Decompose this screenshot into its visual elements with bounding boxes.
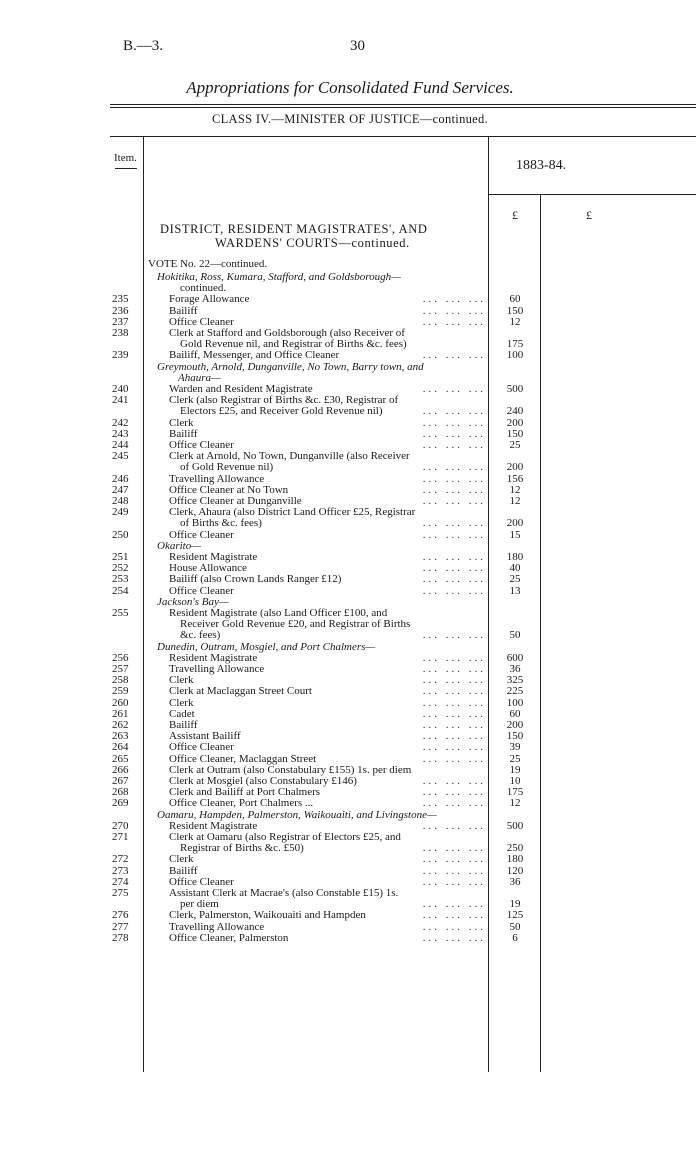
page-number: 30: [350, 38, 365, 54]
leader-dots: ... ... ...: [422, 674, 486, 686]
leader-dots: ... ... ...: [422, 898, 486, 910]
page-subtitle: Appropriations for Consolidated Fund Services.: [186, 78, 514, 97]
item-number: 235: [112, 293, 129, 305]
leader-dots: ... ... ...: [422, 652, 486, 664]
item-amount: 150: [506, 428, 524, 440]
item-number: 265: [112, 753, 129, 765]
item-number: 262: [112, 719, 129, 731]
vote-heading: VOTE No. 22—continued.: [148, 258, 268, 270]
year-underline: [488, 194, 696, 195]
leader-dots: ... ... ...: [422, 719, 486, 731]
leader-dots: ... ... ...: [422, 685, 486, 697]
item-number: 246: [112, 473, 129, 485]
leader-dots: ... ... ...: [422, 876, 486, 888]
table-row: [0, 629, 700, 641]
item-amount: 120: [506, 865, 524, 877]
item-number: 255: [112, 607, 129, 619]
leader-dots: ... ... ...: [422, 461, 486, 473]
item-number: 267: [112, 775, 129, 787]
item-number: 254: [112, 585, 129, 597]
leader-dots: ... ... ...: [422, 853, 486, 865]
item-description: Clerk at Stafford and Goldsborough (also Receiver of: [169, 327, 405, 339]
item-amount: 325: [506, 674, 524, 686]
item-amount: 240: [506, 405, 524, 417]
item-amount: 12: [509, 797, 521, 809]
leader-dots: ... ... ...: [422, 697, 486, 709]
item-amount: 50: [509, 921, 521, 933]
item-number: 264: [112, 741, 129, 753]
table-row: [0, 461, 700, 473]
item-number: 237: [112, 316, 129, 328]
item-description: per diem: [180, 898, 219, 910]
item-amount: 150: [506, 730, 524, 742]
item-number: 260: [112, 697, 129, 709]
item-description: Office Cleaner: [169, 529, 234, 541]
leader-dots: ... ... ...: [422, 909, 486, 921]
item-amount: 225: [506, 685, 524, 697]
item-amount: 15: [509, 529, 521, 541]
item-number: 240: [112, 383, 129, 395]
leader-dots: ... ... ...: [422, 797, 486, 809]
item-amount: 500: [506, 820, 524, 832]
item-number: 251: [112, 551, 129, 563]
item-description: Travelling Allowance: [169, 473, 265, 485]
item-number: 245: [112, 450, 129, 462]
item-amount: 100: [506, 697, 524, 709]
item-description: Office Cleaner: [169, 741, 234, 753]
item-amount: 600: [506, 652, 524, 664]
item-description: Clerk: [169, 674, 194, 686]
item-amount: 19: [509, 898, 521, 910]
leader-dots: ... ... ...: [422, 865, 486, 877]
table-row: [0, 405, 700, 417]
item-amount: 13: [509, 585, 521, 597]
leader-dots: ... ... ...: [422, 842, 486, 854]
item-amount: 25: [509, 573, 521, 585]
leader-dots: ... ... ...: [422, 305, 486, 317]
item-description: Clerk at Maclaggan Street Court: [169, 685, 312, 697]
district-subheading: Okarito—: [157, 540, 201, 552]
item-description: Clerk, Ahaura (also District Land Officer £25, Registrar: [169, 506, 416, 518]
item-amount: 180: [506, 551, 524, 563]
item-number: 236: [112, 305, 129, 317]
item-number: 241: [112, 394, 129, 406]
item-amount: 25: [509, 439, 521, 451]
table-row: [0, 585, 700, 597]
item-amount: 200: [506, 517, 524, 529]
item-description: House Allowance: [169, 562, 247, 574]
item-description: Bailiff: [169, 865, 198, 877]
table-row: [0, 573, 700, 585]
leader-dots: ... ... ...: [422, 562, 486, 574]
item-number: 263: [112, 730, 129, 742]
item-amount: 12: [509, 316, 521, 328]
leader-dots: ... ... ...: [422, 932, 486, 944]
item-number: 261: [112, 708, 129, 720]
leader-dots: ... ... ...: [422, 349, 486, 361]
leader-dots: ... ... ...: [422, 293, 486, 305]
item-amount: 150: [506, 305, 524, 317]
item-amount: 175: [506, 786, 524, 798]
item-description: Electors £25, and Receiver Gold Revenue nil): [180, 405, 383, 417]
leader-dots: ... ... ...: [422, 484, 486, 496]
table-row: [0, 797, 700, 809]
item-description: Clerk at Outram (also Constabulary £155) 1s. per diem: [169, 764, 412, 776]
pound-header-2: £: [586, 208, 592, 222]
district-subheading: Jackson's Bay—: [157, 596, 229, 608]
item-description: Clerk at Mosgiel (also Constabulary £146): [169, 775, 357, 787]
leader-dots: ... ... ...: [422, 753, 486, 765]
item-description: Office Cleaner: [169, 876, 234, 888]
leader-dots: ... ... ...: [422, 573, 486, 585]
item-description: &c. fees): [180, 629, 221, 641]
district-subheading: Greymouth, Arnold, Dunganville, No Town, Barry town, and: [157, 361, 424, 373]
item-number: 253: [112, 573, 129, 585]
leader-dots: ... ... ...: [422, 708, 486, 720]
item-number: 243: [112, 428, 129, 440]
leader-dots: ... ... ...: [422, 529, 486, 541]
leader-dots: ... ... ...: [422, 517, 486, 529]
item-description: Clerk at Arnold, No Town, Dunganville (also Receiver: [169, 450, 410, 462]
section-title-cont: WARDENS' COURTS—continued.: [215, 236, 410, 250]
item-number: 247: [112, 484, 129, 496]
header-rule-top: [110, 104, 696, 105]
table-row: [0, 529, 700, 541]
item-description: Clerk: [169, 853, 194, 865]
leader-dots: ... ... ...: [422, 730, 486, 742]
item-amount: 200: [506, 719, 524, 731]
table-top-rule: [110, 136, 696, 137]
item-amount: 6: [512, 932, 518, 944]
leader-dots: ... ... ...: [422, 439, 486, 451]
item-description: of Gold Revenue nil): [180, 461, 274, 473]
table-row: [0, 293, 700, 305]
item-number: 275: [112, 887, 129, 899]
year-header: 1883-84.: [516, 158, 567, 173]
item-amount: 10: [509, 775, 521, 787]
item-amount: 156: [506, 473, 524, 485]
item-description: of Births &c. fees): [180, 517, 262, 529]
district-subheading: Dunedin, Outram, Mosgiel, and Port Chalmers—: [157, 641, 376, 653]
item-number: 273: [112, 865, 129, 877]
item-description: Office Cleaner: [169, 316, 234, 328]
page-ref: B.—3.: [123, 38, 164, 54]
item-description: Bailiff: [169, 719, 198, 731]
item-description: Resident Magistrate: [169, 551, 258, 563]
item-number: 278: [112, 932, 129, 944]
item-amount: 180: [506, 853, 524, 865]
item-amount: 60: [509, 708, 521, 720]
item-description: Clerk: [169, 697, 194, 709]
header-rule-top2: [110, 107, 696, 108]
item-description: Office Cleaner at No Town: [169, 484, 289, 496]
leader-dots: ... ... ...: [422, 428, 486, 440]
item-amount: 50: [509, 629, 521, 641]
item-description: Office Cleaner: [169, 585, 234, 597]
item-amount: 25: [509, 753, 521, 765]
item-number: 271: [112, 831, 129, 843]
leader-dots: ... ... ...: [422, 629, 486, 641]
item-number: 277: [112, 921, 129, 933]
item-description: Office Cleaner: [169, 439, 234, 451]
item-description: Bailiff (also Crown Lands Ranger £12): [169, 573, 342, 585]
item-description: Clerk, Palmerston, Waikouaiti and Hampden: [169, 909, 366, 921]
item-description: Travelling Allowance: [169, 921, 265, 933]
item-number: 269: [112, 797, 129, 809]
item-description: Cadet: [169, 708, 195, 720]
leader-dots: ... ... ...: [422, 786, 486, 798]
table-row: [0, 909, 700, 921]
leader-dots: ... ... ...: [422, 316, 486, 328]
item-number: 258: [112, 674, 129, 686]
item-number: 270: [112, 820, 129, 832]
item-description: Forage Allowance: [169, 293, 250, 305]
item-number: 276: [112, 909, 129, 921]
leader-dots: ... ... ...: [422, 585, 486, 597]
item-description: Office Cleaner, Palmerston: [169, 932, 289, 944]
item-number: 249: [112, 506, 129, 518]
item-number: 272: [112, 853, 129, 865]
leader-dots: ... ... ...: [422, 551, 486, 563]
item-description: Assistant Clerk at Macrae's (also Constable £15) 1s.: [169, 887, 399, 899]
leader-dots: ... ... ...: [422, 405, 486, 417]
item-number: 242: [112, 417, 129, 429]
item-amount: 19: [509, 764, 521, 776]
item-description: Bailiff: [169, 305, 198, 317]
table-row: [0, 349, 700, 361]
table-row: [0, 853, 700, 865]
item-description: Resident Magistrate: [169, 652, 258, 664]
item-number: 250: [112, 529, 129, 541]
item-description: Assistant Bailiff: [169, 730, 241, 742]
leader-dots: ... ... ...: [422, 473, 486, 485]
item-number: 244: [112, 439, 129, 451]
item-number: 248: [112, 495, 129, 507]
item-description: Registrar of Births &c. £50): [180, 842, 304, 854]
item-amount: 36: [509, 663, 521, 675]
table-row: [0, 517, 700, 529]
leader-dots: ... ... ...: [422, 383, 486, 395]
leader-dots: ... ... ...: [422, 820, 486, 832]
item-description: Travelling Allowance: [169, 663, 265, 675]
district-subheading: Hokitika, Ross, Kumara, Stafford, and Goldsborough—: [157, 271, 401, 283]
item-description: Warden and Resident Magistrate: [169, 383, 313, 395]
item-amount: 500: [506, 383, 524, 395]
table-row: [0, 685, 700, 697]
item-amount: 200: [506, 461, 524, 473]
item-number: 268: [112, 786, 129, 798]
item-column-header: Item.: [114, 152, 137, 164]
item-number: 252: [112, 562, 129, 574]
item-amount: 36: [509, 876, 521, 888]
leader-dots: ... ... ...: [422, 921, 486, 933]
item-amount: 39: [509, 741, 521, 753]
pound-header-1: £: [512, 208, 518, 222]
item-description: Resident Magistrate (also Land Officer £100, and: [169, 607, 388, 619]
item-description: Gold Revenue nil, and Registrar of Births &c. fees): [180, 338, 407, 350]
district-subheading: Ahaura—: [178, 372, 221, 384]
item-description: continued.: [180, 282, 227, 294]
item-amount: 175: [506, 338, 524, 350]
item-number: 256: [112, 652, 129, 664]
item-amount: 250: [506, 842, 524, 854]
leader-dots: ... ... ...: [422, 741, 486, 753]
district-subheading: Oamaru, Hampden, Palmerston, Waikouaiti, and Livingstone—: [157, 809, 437, 821]
item-amount: 125: [506, 909, 524, 921]
leader-dots: ... ... ...: [422, 775, 486, 787]
item-description: Bailiff, Messenger, and Office Cleaner: [169, 349, 340, 361]
item-description: Clerk and Bailiff at Port Chalmers: [169, 786, 321, 798]
class-heading: CLASS IV.—MINISTER OF JUSTICE—continued.: [211, 112, 489, 126]
item-amount: 12: [509, 484, 521, 496]
item-description: Clerk at Oamaru (also Registrar of Electors £25, and: [169, 831, 401, 843]
item-amount: 12: [509, 495, 521, 507]
item-number: 239: [112, 349, 129, 361]
item-header-underline: [115, 168, 137, 169]
item-description: Office Cleaner at Dunganville: [169, 495, 302, 507]
leader-dots: ... ... ...: [422, 417, 486, 429]
item-description: Office Cleaner, Port Chalmers ...: [169, 797, 314, 809]
item-description: Bailiff: [169, 428, 198, 440]
item-description: Clerk (also Registrar of Births &c. £30, Registrar of: [169, 394, 399, 406]
item-number: 238: [112, 327, 129, 339]
item-amount: 60: [509, 293, 521, 305]
item-number: 257: [112, 663, 129, 675]
table-row: [0, 741, 700, 753]
leader-dots: ... ... ...: [422, 663, 486, 675]
leader-dots: ... ... ...: [422, 495, 486, 507]
item-description: Resident Magistrate: [169, 820, 258, 832]
item-amount: 40: [509, 562, 521, 574]
item-description: Receiver Gold Revenue £20, and Registrar of Births: [180, 618, 411, 630]
item-description: Clerk: [169, 417, 194, 429]
item-number: 274: [112, 876, 129, 888]
item-amount: 200: [506, 417, 524, 429]
item-number: 259: [112, 685, 129, 697]
item-description: Office Cleaner, Maclaggan Street: [169, 753, 317, 765]
item-number: 266: [112, 764, 129, 776]
section-title: DISTRICT, RESIDENT MAGISTRATES', AND: [160, 222, 428, 236]
item-amount: 100: [506, 349, 524, 361]
table-row: [0, 932, 700, 944]
